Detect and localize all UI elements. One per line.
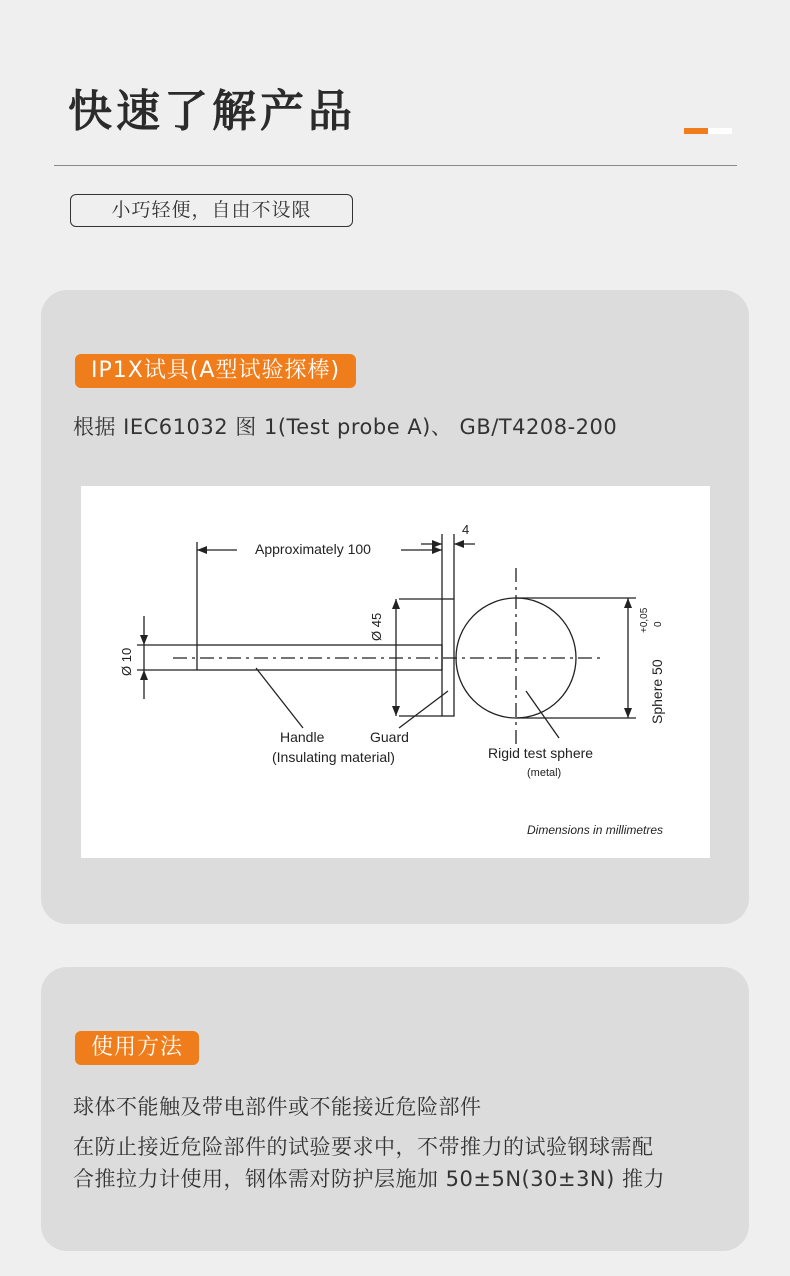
sphere-leader (526, 691, 559, 738)
label-units-note: Dimensions in millimetres (527, 823, 664, 837)
label-dim-10: Ø 10 (119, 647, 134, 676)
label-handle: Handle (280, 729, 325, 745)
usage-line-2: 在防止接近危险部件的试验要求中，不带推力的试验钢球需配 (73, 1135, 654, 1159)
accent-bar-orange (684, 128, 708, 134)
page-title: 快速了解产品 (68, 86, 356, 137)
label-sphere-tol-upper: +0,05 (639, 607, 650, 633)
label-sphere-50: Sphere 50 (649, 659, 665, 724)
label-approx-100: Approximately 100 (255, 541, 371, 557)
standard-reference: 根据 IEC61032 图 1(Test probe A)、 GB/T4208-200 (73, 415, 618, 439)
label-dim-4: 4 (462, 522, 470, 537)
dimension-arrows (140, 540, 632, 718)
probe-title-badge: IP1X试具(A型试验探棒) (75, 354, 356, 388)
label-handle-material: (Insulating material) (272, 749, 395, 765)
header-divider (54, 165, 737, 166)
usage-title-badge: 使用方法 (75, 1031, 199, 1065)
probe-diagram (81, 486, 710, 858)
usage-line-1: 球体不能触及带电部件或不能接近危险部件 (73, 1095, 482, 1119)
tagline-badge: 小巧轻便，自由不设限 (70, 194, 353, 227)
label-sphere-tol-lower: 0 (653, 621, 664, 627)
usage-card (41, 967, 749, 1251)
accent-bar (684, 128, 732, 134)
label-guard: Guard (370, 729, 409, 745)
usage-line-3: 合推拉力计使用，钢体需对防护层施加 50±5N(30±3N) 推力 (73, 1167, 666, 1191)
handle-leader (256, 668, 303, 728)
label-sphere-metal: (metal) (527, 767, 562, 779)
label-rigid-sphere: Rigid test sphere (488, 745, 594, 761)
accent-bar-white (708, 128, 732, 134)
label-dim-45: Ø 45 (369, 612, 384, 641)
guard-leader (399, 691, 448, 728)
probe-spec-card (41, 290, 749, 924)
probe-diagram-svg (81, 486, 710, 858)
